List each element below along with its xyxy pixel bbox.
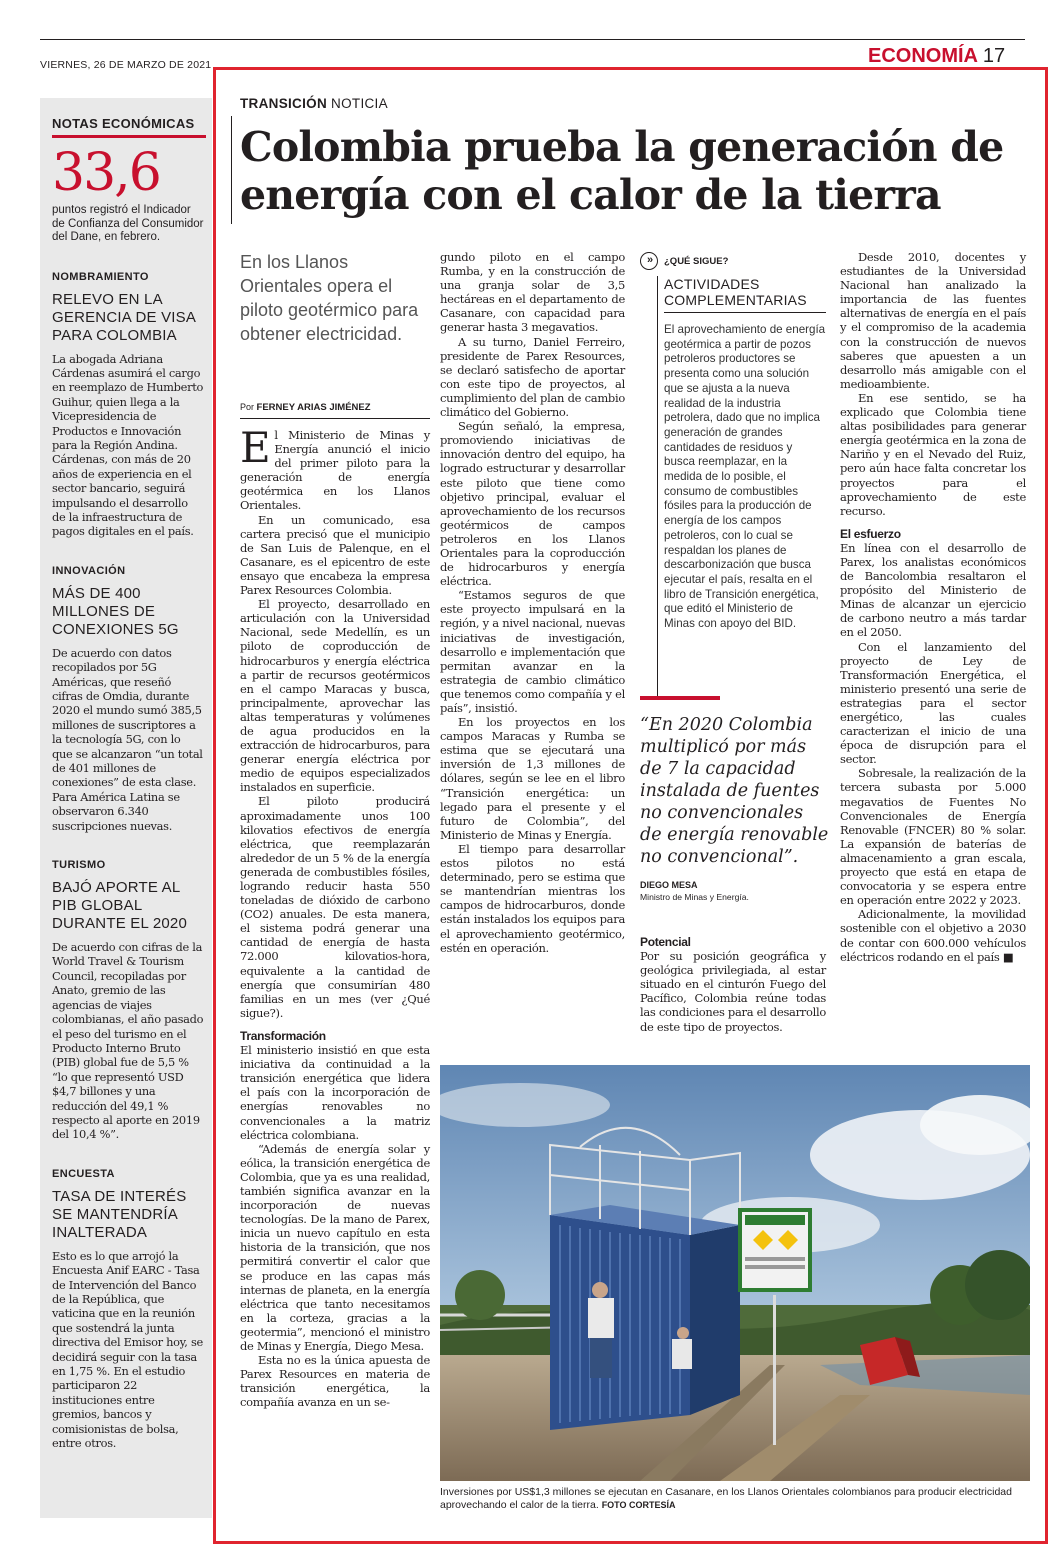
- article-kicker: [240, 96, 388, 111]
- drop-cap: E: [240, 423, 271, 472]
- note-body: Esto es lo que arrojó la Encuesta Anif EARC - Tasa de Intervención del Banco de la República, que vaticina que en la reunión que sostendrá la junta directiva del Emisor hoy, se decidirá seguir con la tasa en 1,75 %. En el estudio participaron 22 instituciones entre gremios, bancos y comisionistas de bolsa, entre otros.: [52, 1248, 203, 1451]
- subhead: El esfuerzo: [840, 526, 901, 541]
- headline-side-rule: [231, 116, 232, 224]
- paragraph: El proyecto, desarrollado en articulación con la Universidad Nacional, sede Medellín, es un piloto de coproducción de hidrocarburos y energía eléctrica a partir de recursos geotérmicos en el campo Maracas y busca, principalmente, aprovechar las altas temperaturas y volúmenes de agua producidos en la extracción de hidrocarburos, para generar energía eléctrica por medio de equipos especializados instalados en superficie.: [240, 597, 430, 795]
- caption-text: Inversiones por US$1,3 millones se ejecutan en Casanare, en los Llanos Orientales colombianos para producir electricidad aprovechando el calor de la tierra.: [440, 1486, 1012, 1511]
- note-turismo: [52, 859, 204, 1142]
- article-column-2: [440, 250, 625, 955]
- que-sigue-kicker-row: [640, 252, 826, 270]
- quote-author-role: Ministro de Minas y Energía.: [640, 892, 749, 902]
- byline-prefix: Por: [240, 402, 257, 412]
- note-body: La abogada Adriana Cárdenas asumirá el cargo en reemplazo de Humberto Guihur, quien llega a la Vicepresidencia de Productos e Innovación para la Región Andina. Cárdenas, con más de 20 años de experiencia en el sector bancario, seguirá impulsando el desarrollo de la infraestructura de pagos digitales en el país.: [52, 351, 204, 539]
- note-body: De acuerdo con cifras de la World Travel & Tourism Council, recopiladas por Anato, gremio de las agencias de viajes colombianas, el año pasado el peso del turismo en el Producto Interno Bruto (PIB) global fue de 5,5 % “lo que representó USD $4,7 billones y una reducción del 49,1 % respecto al aporte en 2019 del 10,4 %”.: [52, 940, 204, 1142]
- note-kicker: ENCUESTA: [52, 1167, 115, 1180]
- que-sigue-headline: ACTIVIDADES COMPLEMENTARIAS: [664, 276, 807, 308]
- paragraph: [240, 423, 430, 513]
- note-encuesta: [52, 1168, 204, 1451]
- paragraph: El tiempo para desarrollar estos pilotos no está determinado, pero se estima que se mantendrían mientras los campos de hidrocarburos, donde están instalados los equipos para el aprovechamiento geotérmico, estén en operación.: [440, 841, 625, 955]
- byline-author: FERNEY ARIAS JIMÉNEZ: [256, 402, 371, 413]
- note-kicker: INNOVACIÓN: [52, 564, 126, 577]
- paragraph: A su turno, Daniel Ferreiro, presidente de Parex Resources, se declaró satisfecho de aportar con este tipo de proyectos, al cumplimiento del plan de cambio climático del Gobierno.: [440, 334, 625, 420]
- article-column-4: [840, 250, 1026, 964]
- sidebar-title-rule: [52, 135, 206, 138]
- que-sigue-kicker: ¿QUÉ SIGUE?: [664, 255, 729, 267]
- note-nombramiento: [52, 271, 204, 539]
- paragraph: Adicionalmente, la movilidad sostenible con el objetivo a 2030 de contar con 600.000 vehículos eléctricos rodando en el país ■: [840, 907, 1026, 964]
- double-chevron-icon: »: [640, 252, 658, 270]
- paragraph: Por su posición geográfica y geológica privilegiada, al estar situado en el cinturón Fuego del Pacífico, Colombia reúne todas las condiciones para el desarrollo de este tipo de proyectos.: [640, 949, 827, 1034]
- note-headline: TASA DE INTERÉS SE MANTENDRÍA INALTERADA: [52, 1187, 187, 1241]
- note-kicker: NOMBRAMIENTO: [52, 270, 149, 283]
- paragraph: El piloto producirá aproximadamente unos 100 kilovatios efectivos de energía eléctrica, que reemplazarán alrededor de un 5 % de la energía generada de combustibles fósiles, logrando reducir hasta 550 toneladas de dióxido de carbono (CO2) anuales. De esta manera, el sistema podrá generar una cantidad de energía de hasta 72.000 kilovatios-hora, equivalente a la cantidad de energía que consumirían 480 familias en un mes (ver ¿Qué sigue?).: [240, 794, 430, 1020]
- subhead: Transformación: [240, 1028, 326, 1043]
- pull-quote: “En 2020 Colombia multiplicó por más de 7 la capacidad instalada de fuentes no convencionales de energía renovable no convencional”.: [640, 715, 829, 867]
- photo-credit: FOTO CORTESÍA: [601, 1500, 676, 1510]
- geothermal-plant-illustration: [440, 1065, 1030, 1481]
- que-sigue-rule: [664, 312, 826, 313]
- section-name: ECONOMÍA: [868, 45, 978, 67]
- issue-date: VIERNES, 26 DE MARZO DE 2021: [40, 59, 212, 71]
- paragraph: Desde 2010, docentes y estudiantes de la Universidad Nacional han analizado la importancia de las fuentes alternativas de energía en el país y el compromiso de la academia con la construcción de nuevos saberes que apuesten a un desarrollo más amigable con el medioambiente.: [840, 250, 1026, 391]
- quote-author: DIEGO MESA: [640, 880, 698, 890]
- article-column-1: [240, 423, 430, 1410]
- note-innovacion: [52, 565, 204, 833]
- paragraph: Esta no es la única apuesta de Parex Resources en materia de transición energética, la compañía avanza en un se-: [240, 1353, 430, 1410]
- paragraph-text: l Ministerio de Minas y Energía anunció el inicio del primer piloto para la generación de energía geotérmica en los Llanos Orientales.: [240, 428, 430, 513]
- byline: [240, 402, 371, 413]
- note-kicker: TURISMO: [52, 859, 106, 872]
- kicker-topic: TRANSICIÓN: [240, 96, 327, 111]
- article-column-3-bottom: [640, 926, 826, 1034]
- note-headline: MÁS DE 400 MILLONES DE CONEXIONES 5G: [52, 584, 179, 638]
- paragraph: Con el lanzamiento del proyecto de Ley de Transformación Energética, el ministerio presentó una serie de estrategias para el sector energético, las cuales caracterizan el inicio de una época de disrupción para el sector.: [840, 639, 1026, 767]
- note-headline: BAJÓ APORTE AL PIB GLOBAL DURANTE EL 2020: [52, 879, 187, 933]
- quote-accent-bar: [640, 696, 720, 700]
- paragraph: Según señaló, la empresa, promoviendo iniciativas de innovación dentro del equipo, ha logrado estructurar y desarrollar este piloto que tiene como objetivo principal, evaluar el aprovechamiento de los recursos geotérmicos de campos petroleros en los Llanos Orientales para la coproducción de hidrocarburos y energía eléctrica.: [440, 419, 625, 589]
- que-sigue-body: El aprovechamiento de energía geotérmica a partir de pozos petroleros productores se presenta como una solución que se ajusta a la nueva realidad de la industria petrolera, dado que no implica generación de grandes cantidades de residuos y busca reemplazar, en la medida de lo posible, el consumo de combustibles fósiles para la producción de energía de los campos petroleros, con lo cual se respaldan los planes de descarbonización que busca ejecutar el país, resalta en el libro de Transición energética, que editó el Ministerio de Minas con apoyo del BID.: [664, 323, 826, 631]
- subhead: Potencial: [640, 935, 691, 949]
- paragraph: “Además de energía solar y eólica, la transición energética de Colombia, que ya es una realidad, también significa avanzar en la incorporación de nuevas tecnologías. De la mano de Parex, inicia un nuevo capítulo en esta historia de la transición, que nos permitirá convertir el calor que se produce en las capas más internas de planeta, en la energía eléctrica que tanto necesitamos en la corteza, gracias a la geotermia”, mencionó el ministro de Minas y Energía, Diego Mesa.: [240, 1141, 430, 1353]
- article-headline: Colombia prueba la generación de energía con el calor de la tierra: [240, 123, 1004, 219]
- paragraph: Sobresale, la realización de la tercera subasta por 5.000 megavatios de Fuentes No Convencionales de Energía Renovable (FNCER) 80 % solar. La expansión de baterías de almacenamiento a gran escala, proyecto que está en etapa de convocatoria y se espera entre en operación entre 2022 y 2023.: [840, 766, 1026, 908]
- paragraph: En ese sentido, se ha explicado que Colombia tiene altas posibilidades para generar energía geotérmica en la zona de Nariño y en el Nevado del Ruiz, pero aún hace falta concretar los proyectos para el aprovechamiento de este recurso.: [840, 390, 1026, 518]
- section-label: [868, 44, 1005, 68]
- paragraph: En línea con el desarrollo de Parex, los analistas económicos de Bancolombia resaltaron el propósito del Ministerio de Minas de alcanzar un ejercicio de carbono neutro a más tardar en el 2050.: [840, 540, 1026, 640]
- article-photo: [440, 1065, 1030, 1481]
- sidebar-big-number-text: puntos registró el Indicador de Confianza del Consumidor del Dane, en febrero.: [52, 204, 204, 243]
- kicker-type: NOTICIA: [327, 96, 388, 111]
- paragraph: En los proyectos en los campos Maracas y Rumba se estima que se ejecutará una inversión de 1,3 millones de dólares, según se lee en el libro “Transición energética: un legado para el presente y el futuro de Colombia”, del Ministerio de Minas y Energía.: [440, 715, 625, 842]
- paragraph: En un comunicado, esa cartera precisó que el municipio de San Luis de Palenque, en el Casanare, es el epicentro de este ensayo que encabeza la empresa Parex Resources Colombia.: [240, 512, 430, 598]
- top-rule: [40, 39, 1025, 40]
- byline-rule: [240, 418, 430, 419]
- page-number: 17: [982, 45, 1006, 67]
- sidebar-title: NOTAS ECONÓMICAS: [52, 116, 195, 131]
- paragraph: El ministerio insistió en que esta iniciativa da continuidad a la transición energética que lidera el país con la incorporación de energías renovables no convencionales a la matriz eléctrica colombiana.: [240, 1043, 430, 1142]
- economic-notes-sidebar: [40, 98, 212, 1518]
- note-body: De acuerdo con datos recopilados por 5G Américas, que reseñó cifras de Omdia, durante 2020 el mundo sumó 385,5 millones de suscriptores a la tecnología 5G, con lo que se alcanzaron “un total de 401 millones de conexiones” de esta clase. Para América Latina se observaron 6.340 suscripciones nuevas.: [52, 645, 203, 833]
- note-headline: RELEVO EN LA GERENCIA DE VISA PARA COLOMBIA: [52, 290, 196, 344]
- article-lead: En los Llanos Orientales opera el piloto geotérmico para obtener electricidad.: [240, 252, 419, 344]
- sidebar-big-number: 33,6: [52, 143, 160, 203]
- photo-caption: [440, 1486, 1030, 1512]
- paragraph: gundo piloto en el campo Rumba, y en la construcción de una granja solar de 3,5 hectáreas en el departamento de Casanare, con capacidad para generar hasta 3 megavatios.: [440, 250, 625, 335]
- paragraph: “Estamos seguros de que este proyecto impulsará en la región, y a nivel nacional, nuevas iniciativas de investigación, desarrollo e implementación que permitan avanzar en la estrategia de cambio climático que tenemos como compañía y el país”, insistió.: [440, 588, 625, 715]
